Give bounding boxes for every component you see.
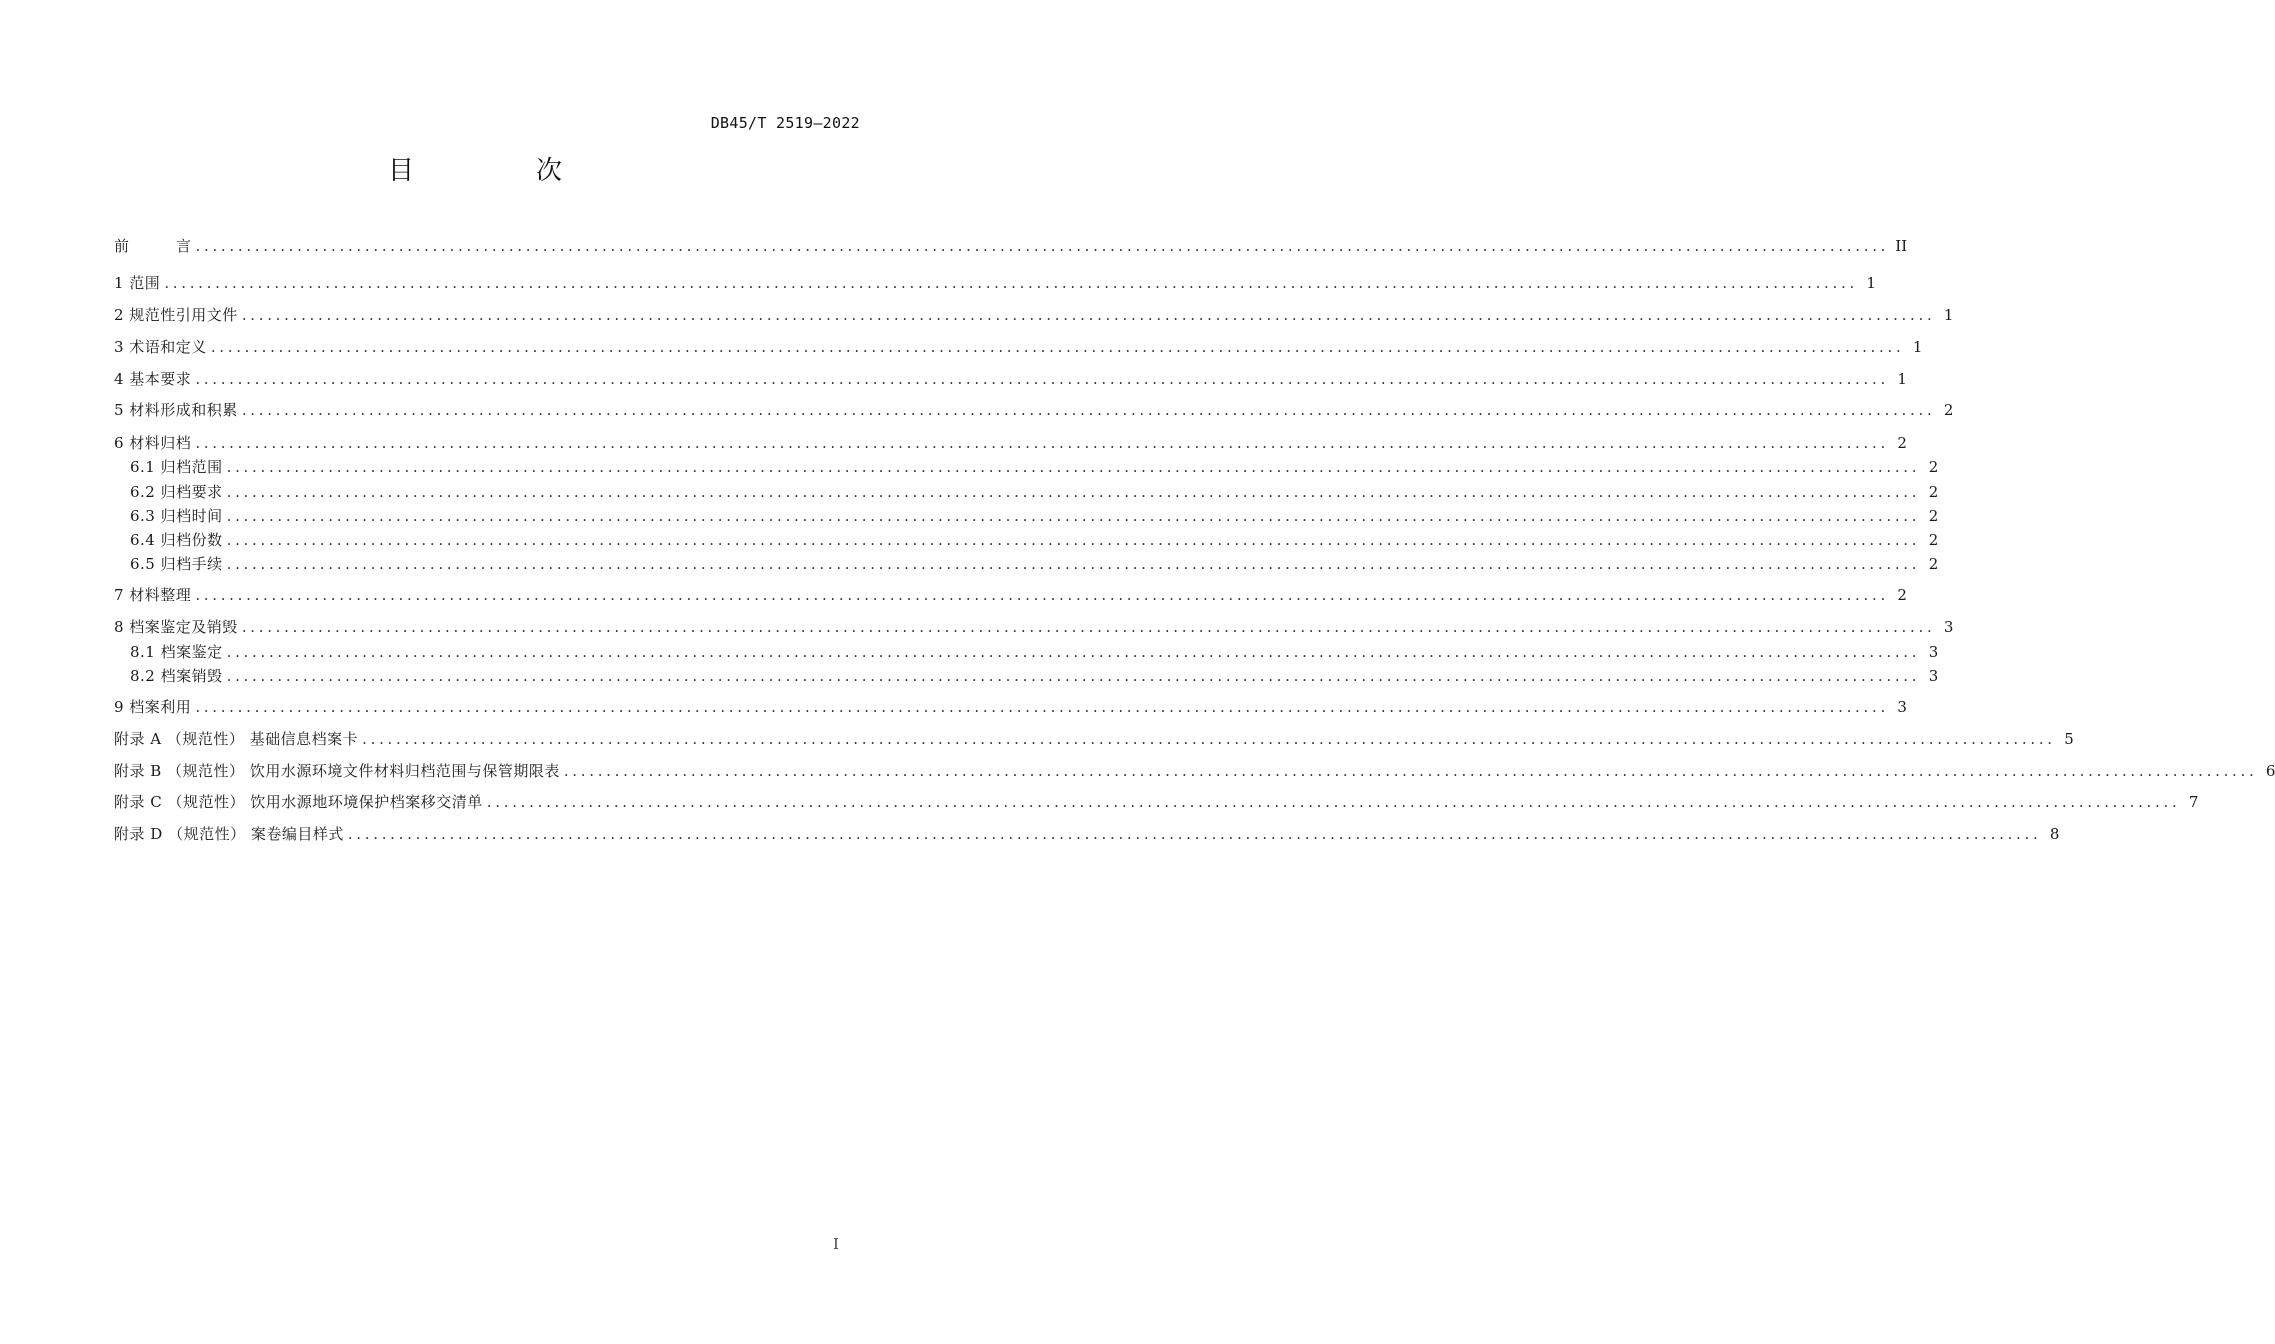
- toc-entry-label: 6 材料归档: [114, 434, 192, 452]
- toc-entry-page: 3: [1897, 698, 1907, 716]
- toc-entry-page: II: [1895, 237, 1908, 255]
- toc-entry[interactable]: [114, 369, 1907, 389]
- toc-entry[interactable]: [114, 433, 1907, 453]
- toc-entry-label: 9 档案利用: [114, 698, 192, 716]
- toc-leader-dots: ........................................................................................................................................................................................................: [226, 458, 1921, 476]
- toc-entry[interactable]: [130, 482, 1939, 502]
- toc-entry[interactable]: [114, 729, 2074, 749]
- toc-entry-page: 8: [2049, 825, 2060, 843]
- toc-entry-page: 1: [1866, 274, 1876, 292]
- toc-leader-dots: ........................................................................................................................................................................................................: [195, 586, 1889, 604]
- toc-entry[interactable]: [114, 236, 1908, 256]
- toc-entry-label: 附录 D （规范性） 案卷编目样式: [114, 825, 344, 843]
- toc-entry-page: 1: [1943, 306, 1954, 324]
- toc-leader-dots: ........................................................................................................................................................................................................: [347, 825, 2042, 843]
- toc-entry-page: 5: [2064, 730, 2074, 748]
- toc-entry-page: 2: [1928, 555, 1939, 573]
- toc-entry-page: 2: [1928, 458, 1939, 476]
- toc-entry[interactable]: [114, 792, 2199, 812]
- toc-entry[interactable]: [130, 457, 1939, 477]
- toc-leader-dots: ........................................................................................................................................................................................................: [226, 667, 1921, 685]
- toc-entry-label: 2 规范性引用文件: [114, 306, 238, 324]
- toc-leader-dots: ........................................................................................................................................................................................................: [241, 618, 1936, 636]
- toc-leader-dots: ........................................................................................................................................................................................................: [362, 730, 2056, 748]
- toc-entry-label: 6.3 归档时间: [130, 507, 223, 525]
- toc-leader-dots: ........................................................................................................................................................................................................: [226, 555, 1921, 573]
- toc-leader-dots: ........................................................................................................................................................................................................: [226, 483, 1921, 501]
- toc-entry-label: 6.1 归档范围: [130, 458, 223, 476]
- page-number: I: [833, 1235, 839, 1253]
- toc-entry-label: 前 言: [114, 237, 192, 255]
- toc-entry-label: 8.2 档案销毁: [130, 667, 223, 685]
- toc-leader-dots: ........................................................................................................................................................................................................: [241, 306, 1936, 324]
- standard-code: DB45/T 2519—2022: [710, 114, 860, 132]
- toc-leader-dots: ........................................................................................................................................................................................................: [486, 793, 2181, 811]
- toc-entry[interactable]: [114, 617, 1954, 637]
- toc-leader-dots: ........................................................................................................................................................................................................: [226, 507, 1921, 525]
- toc-leader-dots: ........................................................................................................................................................................................................: [164, 274, 1858, 292]
- toc-entry-page: 3: [1943, 618, 1954, 636]
- toc-leader-dots: ........................................................................................................................................................................................................: [195, 237, 1890, 255]
- toc-entry[interactable]: [114, 337, 1923, 357]
- toc-entry-page: 2: [1897, 586, 1907, 604]
- toc-entry-page: 2: [1928, 531, 1939, 549]
- toc-entry[interactable]: [130, 642, 1939, 662]
- toc-entry[interactable]: [114, 824, 2060, 844]
- toc-entry-label: 附录 B （规范性） 饮用水源环境文件材料归档范围与保管期限表: [114, 762, 560, 780]
- toc-entry-page: 1: [1912, 338, 1923, 356]
- toc-entry-label: 8.1 档案鉴定: [130, 643, 223, 661]
- toc-entry[interactable]: [130, 506, 1939, 526]
- toc-entry[interactable]: [114, 305, 1954, 325]
- toc-entry-label: 6.5 归档手续: [130, 555, 223, 573]
- toc-entry[interactable]: [114, 585, 1907, 605]
- toc-entry-label: 6.4 归档份数: [130, 531, 223, 549]
- toc-entry[interactable]: [114, 697, 1907, 717]
- toc-leader-dots: ........................................................................................................................................................................................................: [210, 338, 1905, 356]
- toc-leader-dots: ........................................................................................................................................................................................................: [226, 643, 1921, 661]
- toc-leader-dots: ........................................................................................................................................................................................................: [195, 434, 1889, 452]
- toc-leader-dots: ........................................................................................................................................................................................................: [563, 762, 2258, 780]
- toc-entry[interactable]: [114, 400, 1954, 420]
- toc-entry-page: 2: [1897, 434, 1907, 452]
- toc-entry-label: 5 材料形成和积累: [114, 401, 238, 419]
- toc-entry-page: 2: [1928, 483, 1939, 501]
- toc-entry-label: 1 范围: [114, 274, 161, 292]
- toc-leader-dots: ........................................................................................................................................................................................................: [195, 370, 1889, 388]
- toc-entry-label: 8 档案鉴定及销毁: [114, 618, 238, 636]
- toc-entry-label: 7 材料整理: [114, 586, 192, 604]
- toc-entry[interactable]: [114, 273, 1876, 293]
- toc-entry-label: 6.2 归档要求: [130, 483, 223, 501]
- toc-entry[interactable]: [130, 530, 1939, 550]
- toc-entry-page: 3: [1928, 667, 1939, 685]
- toc-entry-label: 3 术语和定义: [114, 338, 207, 356]
- toc-entry-label: 附录 A （规范性） 基础信息档案卡: [114, 730, 359, 748]
- toc-entry-label: 附录 C （规范性） 饮用水源地环境保护档案移交清单: [114, 793, 483, 811]
- toc-entry-page: 1: [1897, 370, 1907, 388]
- toc-leader-dots: ........................................................................................................................................................................................................: [226, 531, 1921, 549]
- toc-entry-page: 7: [2188, 793, 2199, 811]
- page-title: 目 次: [387, 156, 610, 186]
- toc-entry[interactable]: [114, 761, 2275, 781]
- toc-entry-page: 2: [1943, 401, 1954, 419]
- toc-entry-page: 6: [2265, 762, 2275, 780]
- toc-leader-dots: ........................................................................................................................................................................................................: [241, 401, 1936, 419]
- toc-entry-page: 2: [1928, 507, 1939, 525]
- toc-entry-label: 4 基本要求: [114, 370, 192, 388]
- toc-entry[interactable]: [130, 554, 1939, 574]
- toc-entry[interactable]: [130, 666, 1939, 686]
- toc-leader-dots: ........................................................................................................................................................................................................: [195, 698, 1889, 716]
- toc-entry-page: 3: [1928, 643, 1939, 661]
